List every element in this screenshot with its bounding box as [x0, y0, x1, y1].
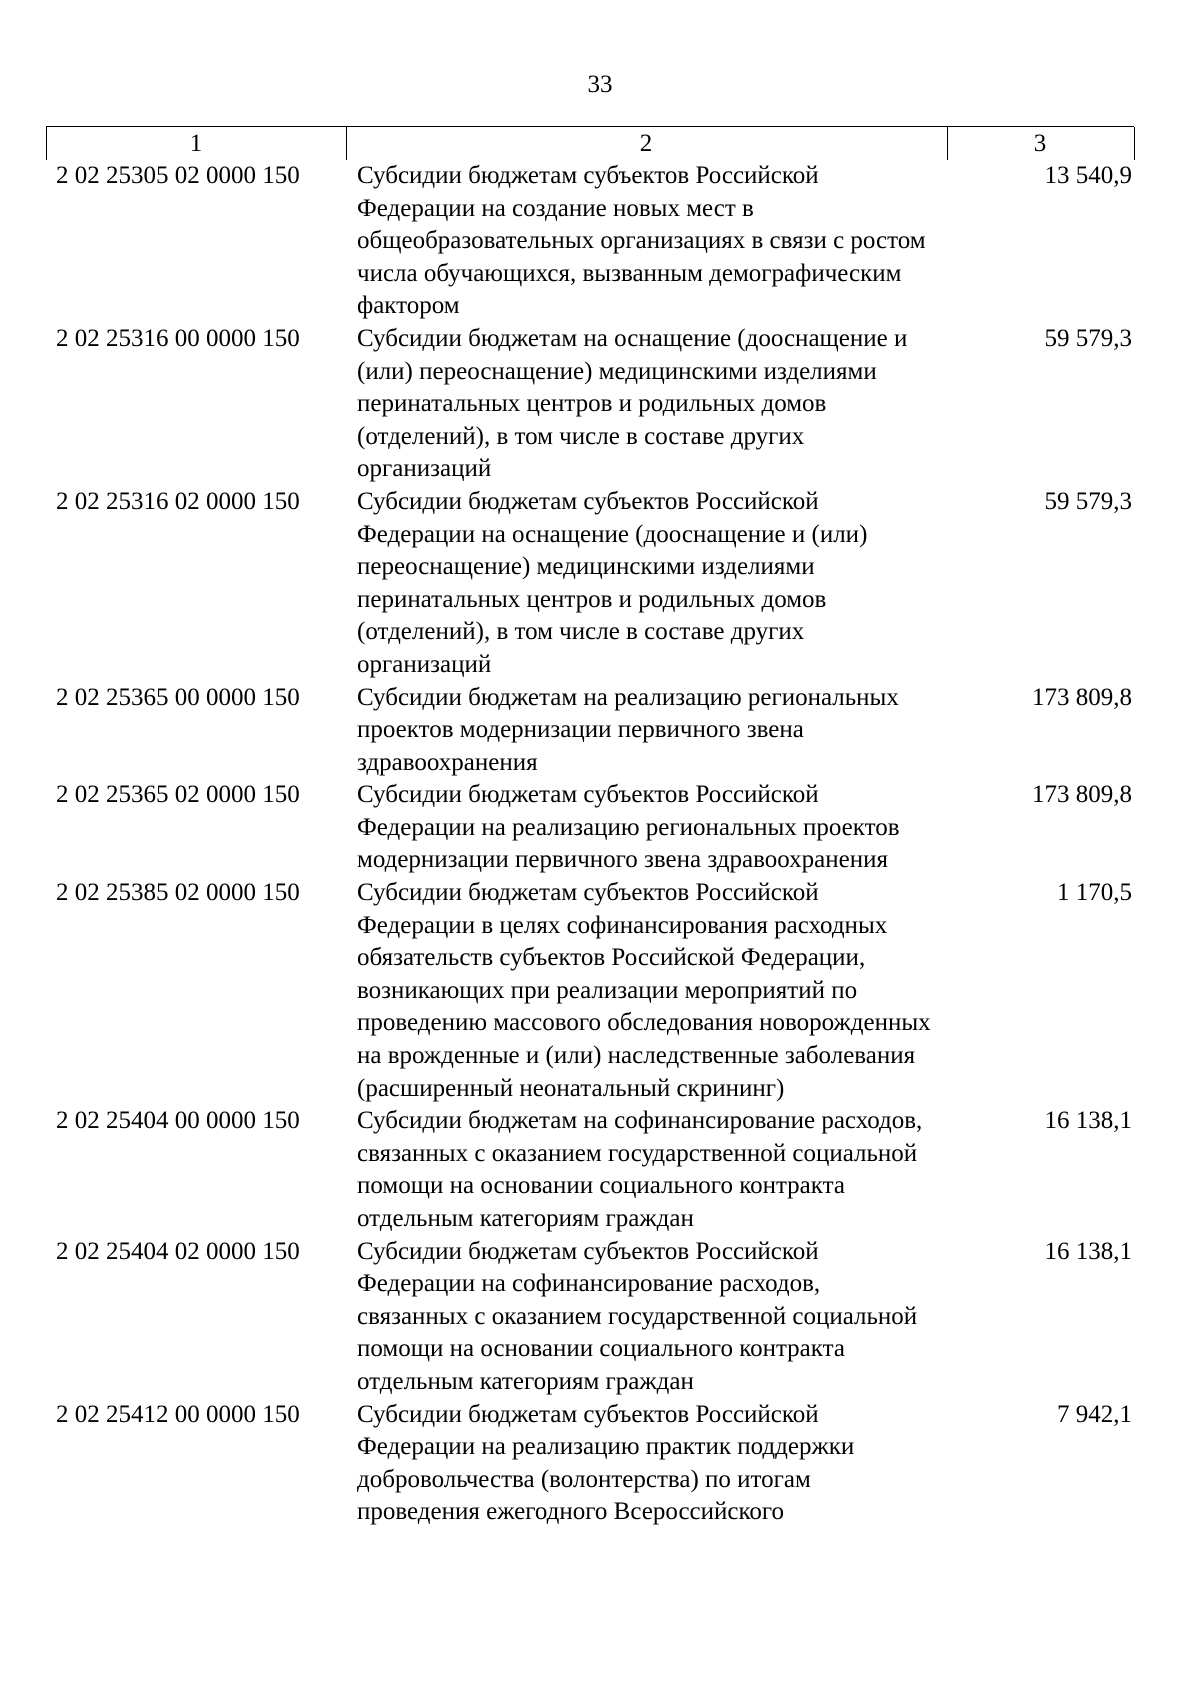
amount: 13 540,9 — [1044, 162, 1132, 189]
column-header-3: 3 — [1033, 130, 1047, 157]
table-row — [46, 486, 1134, 682]
table-body — [46, 160, 1134, 1529]
table-row — [46, 323, 1134, 486]
table-border-right — [1134, 127, 1135, 160]
amount: 59 579,3 — [1044, 487, 1132, 515]
amount: 16 138,1 — [1044, 1107, 1132, 1135]
description: Субсидии бюджетам субъектов Российской Федерации на реализацию практик поддержки добровольчества (волонтерства) по итогам проведения ежегодного Всероссийского — [357, 1400, 855, 1526]
table-row — [46, 160, 1134, 323]
description: Субсидии бюджетам на реализацию региональных проектов модернизации первичного звена здравоохранения — [357, 683, 899, 776]
budget-code: 2 02 25385 02 0000 150 — [56, 879, 300, 907]
table-row — [46, 682, 1134, 780]
amount: 1 170,5 — [1057, 879, 1132, 907]
amount: 7 942,1 — [1057, 1400, 1132, 1428]
description: Субсидии бюджетам на софинансирование расходов, связанных с оказанием государственной социальной помощи на основании социального контракта отдельным категориям граждан — [357, 1107, 923, 1232]
column-header-1: 1 — [189, 130, 203, 157]
description: Субсидии бюджетам субъектов Российской Федерации на софинансирование расходов, связанных с оказанием государственной социальной помощи на основании социального контракта отдельным категориям граждан — [357, 1237, 918, 1395]
description: Субсидии бюджетам субъектов Российской Федерации на создание новых мест в общеобразовательных организациях в связи с ростом числа обучающихся, вызванным демографическим фактором — [357, 162, 926, 320]
table-row — [46, 1105, 1134, 1235]
description: Субсидии бюджетам на оснащение (дооснащение и (или) переоснащение) медицинскими изделиями перинатальных центров и родильных домов (отделений), в том числе в составе других организаций — [357, 324, 908, 483]
table-row — [46, 877, 1134, 1105]
budget-code: 2 02 25316 00 0000 150 — [56, 324, 300, 352]
table-row — [46, 779, 1134, 877]
budget-code: 2 02 25305 02 0000 150 — [56, 162, 300, 189]
table-row — [46, 1399, 1134, 1529]
budget-code: 2 02 25404 02 0000 150 — [56, 1237, 300, 1265]
column-header-2: 2 — [639, 130, 653, 157]
page-number: 33 — [587, 71, 613, 98]
amount: 173 809,8 — [1032, 683, 1132, 711]
table-row — [46, 1236, 1134, 1399]
amount: 16 138,1 — [1044, 1237, 1132, 1265]
budget-code: 2 02 25316 02 0000 150 — [56, 487, 300, 515]
description: Субсидии бюджетам субъектов Российской Федерации на оснащение (дооснащение и (или) переоснащение) медицинскими изделиями перинатальных центров и родильных домов (отделений), в том числе в составе других организаций — [357, 487, 868, 678]
description: Субсидии бюджетам субъектов Российской Федерации в целях софинансирования расходных обязательств субъектов Российской Федерации, возникающих при реализации мероприятий по проведению массового обследования новорожденных на врожденные и (или) наследственные заболевания (расширенный неонатальный скрининг) — [357, 879, 931, 1102]
amount: 173 809,8 — [1032, 781, 1132, 809]
description: Субсидии бюджетам субъектов Российской Федерации на реализацию региональных проектов модернизации первичного звена здравоохранения — [357, 781, 900, 874]
table-header — [46, 126, 1134, 160]
budget-code: 2 02 25404 00 0000 150 — [56, 1107, 300, 1135]
amount: 59 579,3 — [1044, 324, 1132, 352]
budget-code: 2 02 25412 00 0000 150 — [56, 1400, 300, 1428]
budget-code: 2 02 25365 00 0000 150 — [56, 683, 300, 711]
budget-code: 2 02 25365 02 0000 150 — [56, 781, 300, 809]
